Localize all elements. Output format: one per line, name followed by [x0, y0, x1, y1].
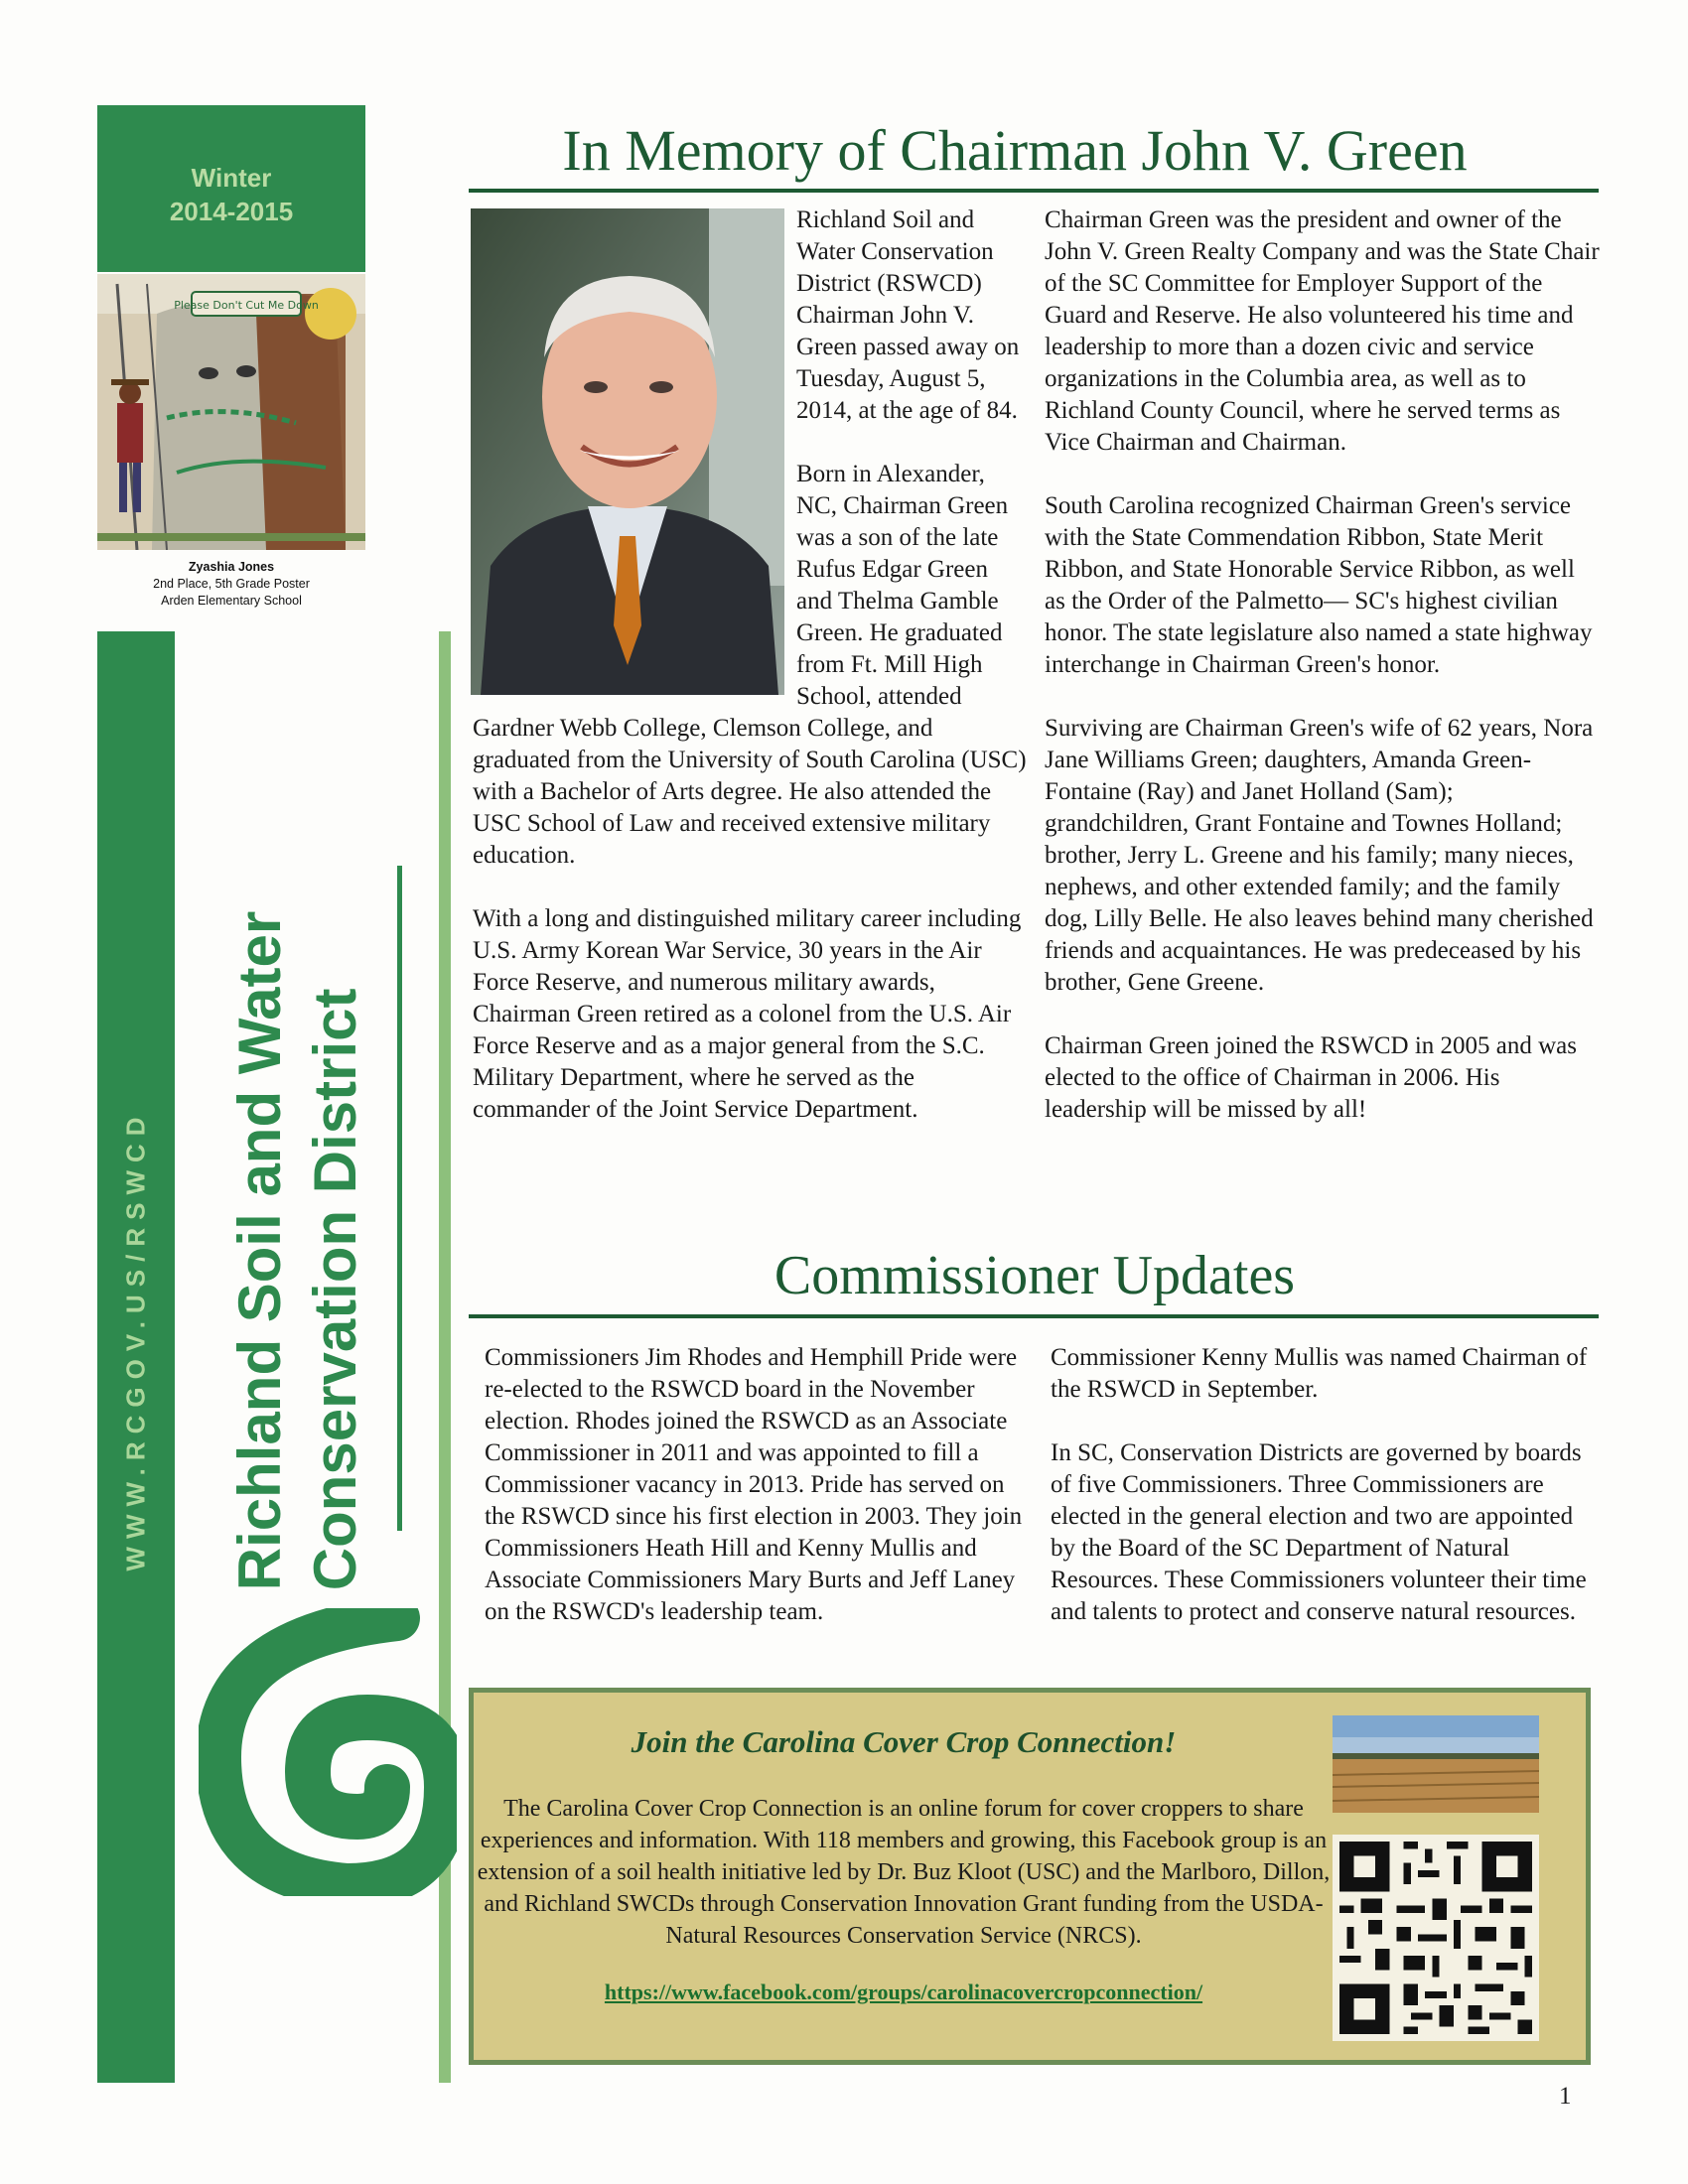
memorial-paragraph: Richland Soil and Water Conservation District (RSWCD) Chairman John V. Green passed away on Tuesday, August 5, 2014, at the age of 84. [796, 206, 1020, 424]
poster-sign-text: Please Don't Cut Me Down [174, 299, 319, 312]
organization-name-line1: Richland Soil and Water [226, 910, 293, 1591]
memorial-paragraph: With a long and distinguished military career including U.S. Army Korean War Service, 30 years in the Air Force Reserve, and numerous military awards, Chairman Green retired as a colonel from the U.S. Air Force Reserve and as a major general from the S.C. Military Department, where he served as the commander of the Joint Service Department. [473, 905, 1022, 1123]
issue-years-label: 2014-2015 [169, 197, 294, 226]
callout-facebook-link[interactable]: https://www.facebook.com/groups/carolinacovercropconnection/ [604, 1979, 1203, 2004]
updates-heading: Commissioner Updates [774, 1245, 1296, 1306]
website-url-container [79, 1042, 193, 1638]
callout-title: Join the Carolina Cover Crop Connection! [631, 1724, 1177, 1759]
sidebar-thin-rule [397, 866, 402, 1531]
poster-award: 2nd Place, 5th Grade Poster [153, 577, 310, 591]
organization-name-line2: Conservation District [302, 988, 368, 1591]
memorial-paragraph: Chairman Green joined the RSWCD in 2005 and was elected to the office of Chairman in 2006. His leadership will be missed by all! [1045, 1032, 1578, 1123]
organization-name-container [209, 874, 387, 1628]
poster-caption [97, 559, 365, 610]
memorial-column-1 [473, 205, 1029, 1126]
callout-body: The Carolina Cover Crop Connection is an online forum for cover croppers to share experiences and information. With 118 members and growing, this Facebook group is an extension of a soil health initiative led by Dr. Buz Kloot (USC) and the Marlboro, Dillon, and Richland SWCDs through Conservation Innovation Grant funding from the USDA-Natural Resources Conservation Service (NRCS). [477, 1796, 1331, 1949]
photo-spacer [473, 205, 796, 697]
organization-name [222, 911, 373, 1591]
qr-code-icon[interactable] [1333, 1835, 1539, 2041]
student-poster-image [97, 274, 365, 550]
poster-school: Arden Elementary School [161, 594, 302, 608]
updates-column-2 [1051, 1342, 1599, 1628]
memorial-paragraph: Born in Alexander, NC, Chairman Green was a son of the late Rufus Edgar Green and Thelma Gamble Green. He graduated from Ft. Mill High School, attended Gardner Webb College, Clemson College, and graduated from the University of South Carolina (USC) with a Bachelor of Arts degree. He also attended the USC School of Law and received extensive military education. [473, 461, 1027, 869]
issue-season-label: Winter [191, 163, 272, 193]
swirl-logo-icon [199, 1608, 457, 1896]
memorial-heading: In Memory of Chairman John V. Green [562, 118, 1468, 183]
updates-column-1 [485, 1342, 1033, 1628]
updates-paragraph: Commissioners Jim Rhodes and Hemphill Pride were re-elected to the RSWCD board in the November election. Rhodes joined the RSWCD as an Associate Commissioner in 2011 and was appointed to fill a Commissioner vacancy in 2013. Pride has served on the RSWCD since his first election in 2003. They join Commissioners Heath Hill and Kenny Mullis and Associate Commissioners Mary Burts and Jeff Laney on the RSWCD's leadership team. [485, 1344, 1023, 1625]
poster-artist-name: Zyashia Jones [188, 560, 275, 574]
memorial-paragraph: Surviving are Chairman Green's wife of 62 years, Nora Jane Williams Green; daughters, Amanda Green-Fontaine (Ray) and Janet Holland (Sam); grandchildren, Grant Fontaine and Townes Holland; brother, Jerry L. Greene and his family; many nieces, nephews, and other extended family; and the family dog, Lilly Belle. He also leaves behind many cherished friends and acquaintances. He was predeceased by his brother, Gene Greene. [1045, 715, 1594, 996]
issue-season [97, 161, 365, 228]
website-url[interactable]: WWW.RCGOV.US/RSWCD [120, 1109, 151, 1571]
heading-rule [469, 189, 1599, 193]
memorial-paragraph: South Carolina recognized Chairman Green's service with the State Commendation Ribbon, State Merit Ribbon, and State Honorable Service Ribbon, as well as the Order of the Palmetto— SC's highest civilian honor. The state legislature also named a state highway interchange in Chairman Green's honor. [1045, 492, 1593, 678]
updates-paragraph: Commissioner Kenny Mullis was named Chairman of the RSWCD in September. [1051, 1344, 1588, 1403]
heading-rule [469, 1314, 1599, 1318]
crop-field-photo [1333, 1715, 1539, 1813]
memorial-paragraph: Chairman Green was the president and owner of the John V. Green Realty Company and was the State Chair of the SC Committee for Employer Support of the Guard and Reserve. He also volunteered his time and leadership to more than a dozen civic and service organizations in the Columbia area, as well as to Richland County Council, where he served terms as Vice Chairman and Chairman. [1045, 206, 1600, 456]
page-number: 1 [1559, 2083, 1572, 2110]
updates-paragraph: In SC, Conservation Districts are governed by boards of five Commissioners. Three Commissioners are elected in the general election and two are appointed by the Board of the SC Department of Natural Resources. These Commissioners volunteer their time and talents to protect and conserve natural resources. [1051, 1439, 1587, 1625]
memorial-column-2 [1045, 205, 1601, 1126]
